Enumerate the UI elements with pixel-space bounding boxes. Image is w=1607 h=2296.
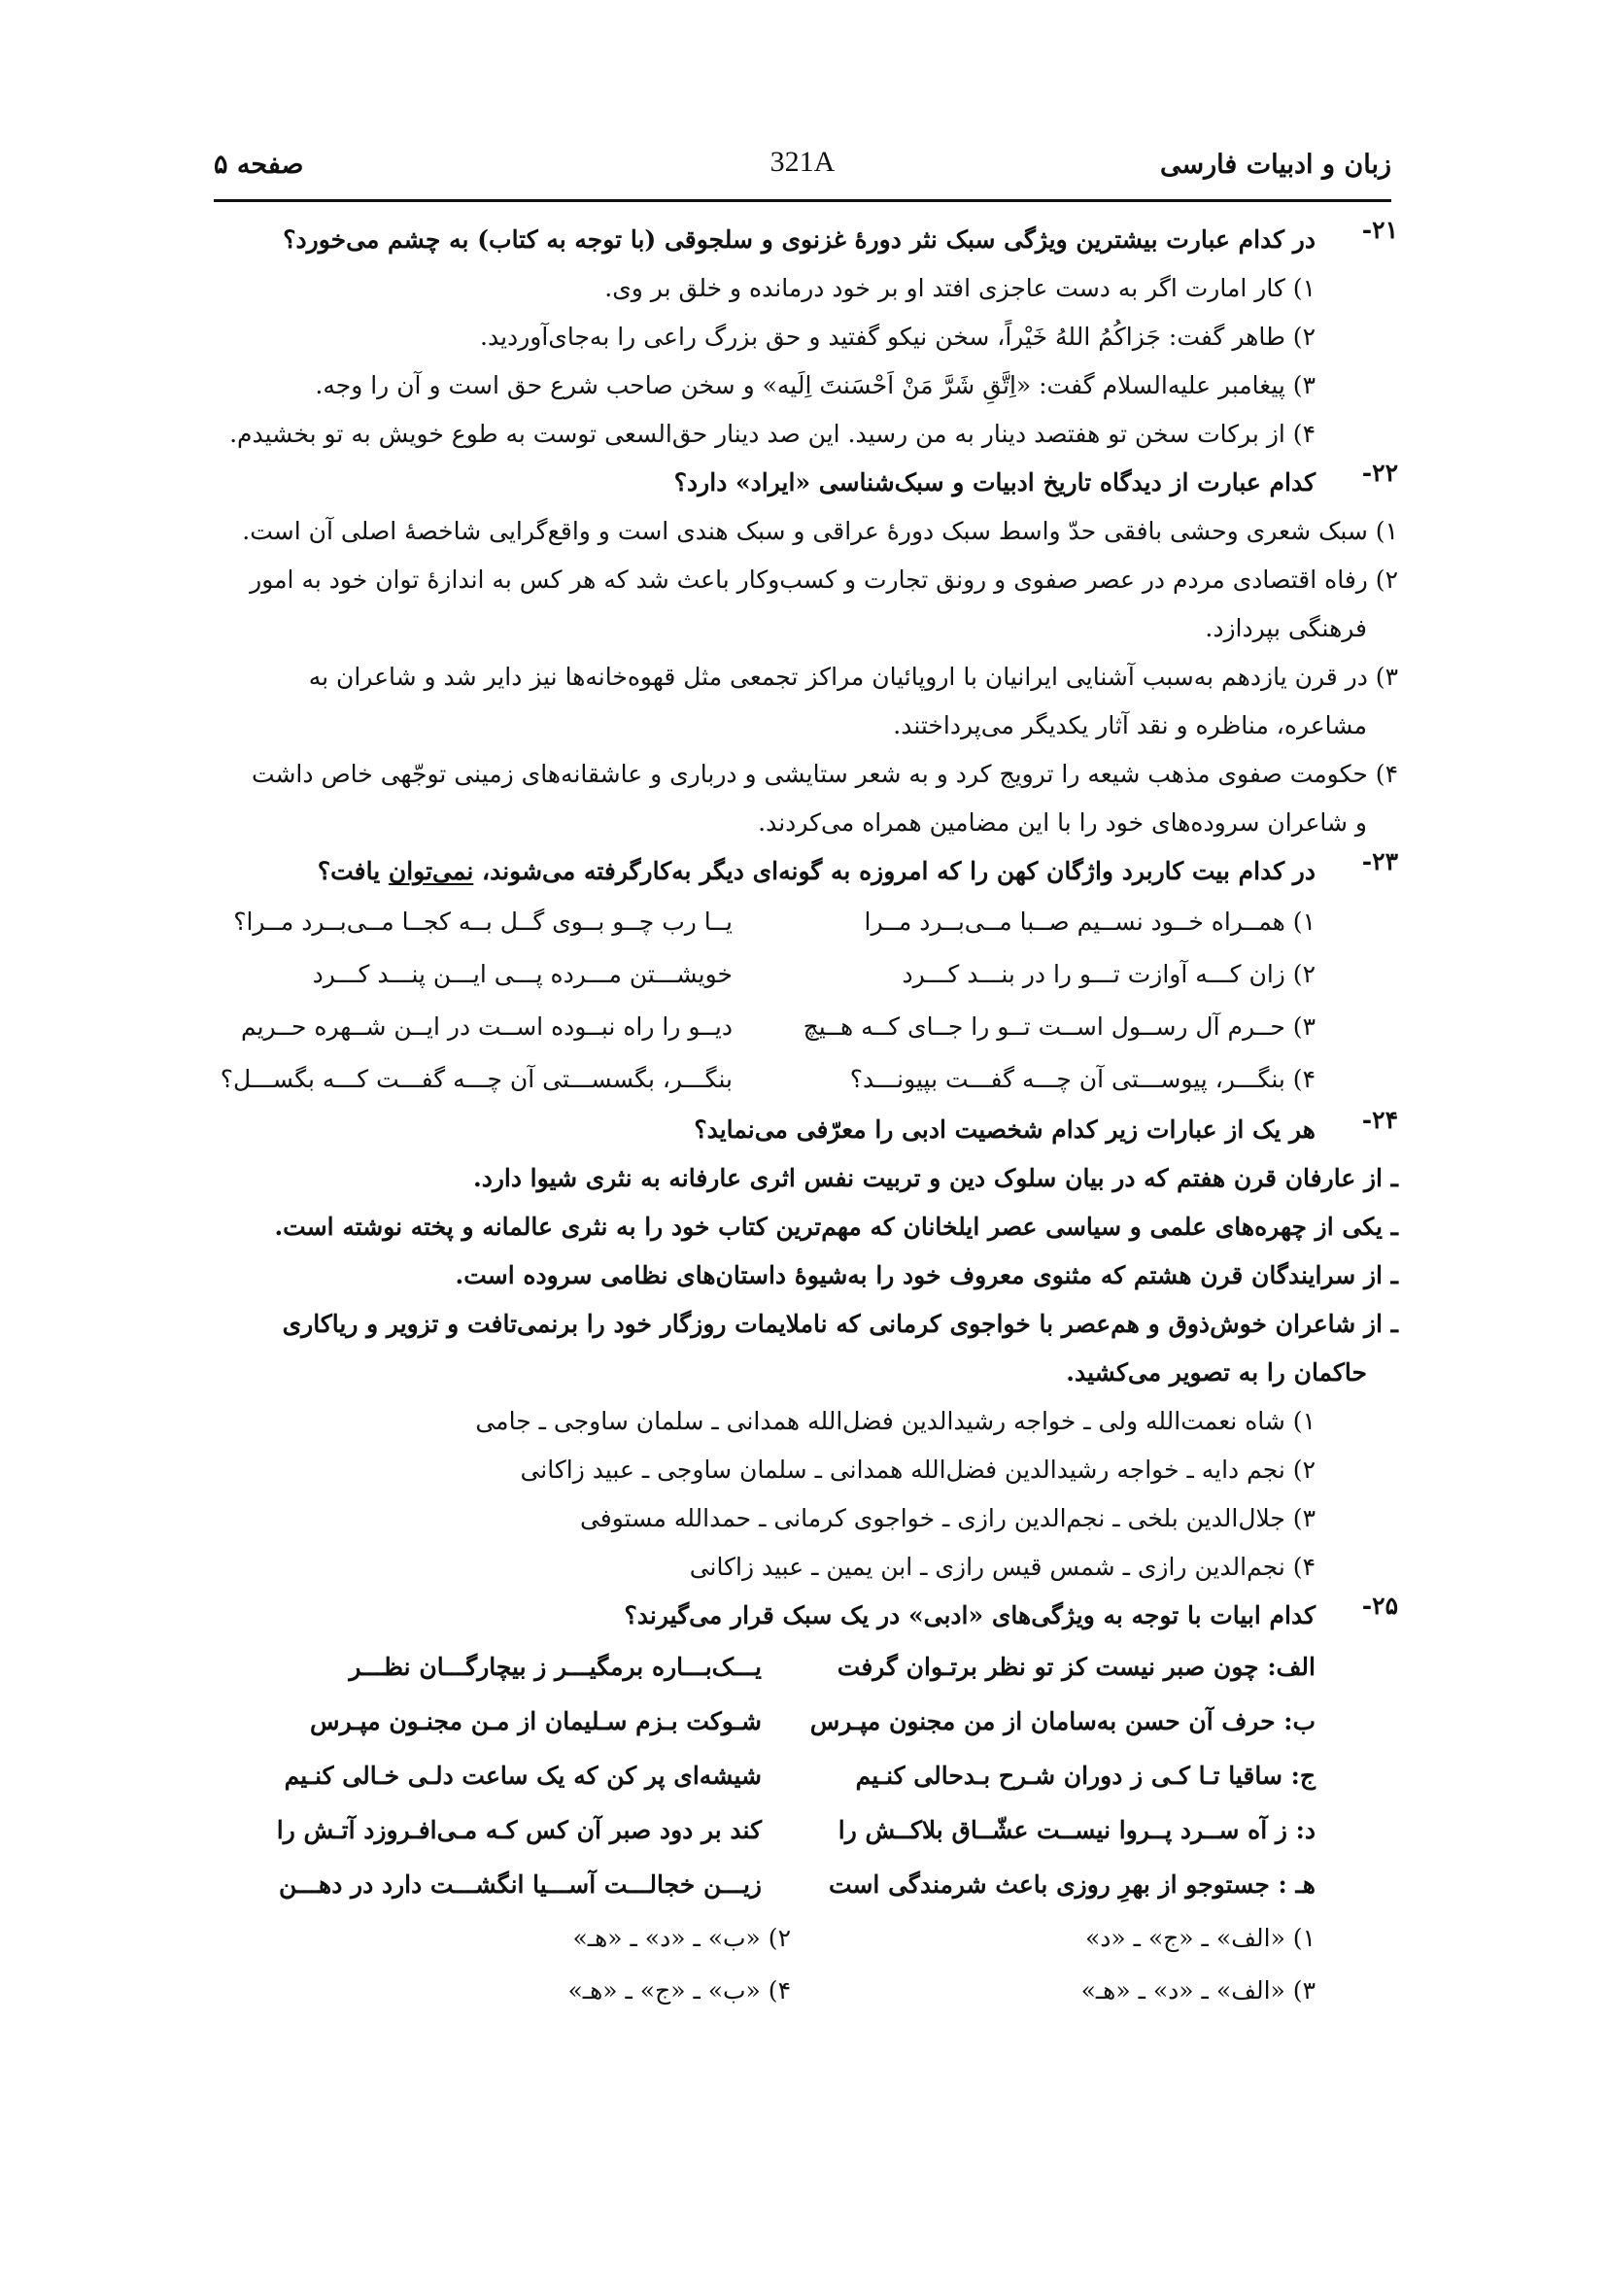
option-2 [209,556,1398,653]
option-1: ۱) کار امارت اگر به دست عاجزی افتد او بر خود درمانده و خلق بر وی. [604,274,1316,302]
option-2: ۲) «ب» ـ «د» ـ «هـ» [572,1924,791,1952]
question-stem: در کدام عبارت بیشترین ویژگی سبک نثر دورهٔ غزنوی و سلجوقی (با توجه به کتاب) به چشم می‌خورد؟ [283,225,1316,254]
option-2-line-2: فرهنگی بپردازد. [1205,614,1367,642]
option-2: ۲) طاهر گفت: جَزاکُمُ اللهُ خَیْراً، سخن نیکو گفتید و حق بزرگ راعی را به‌جای‌آوردید. [480,323,1316,351]
question-number: ۲۵- [1361,1592,1398,1620]
page-number: صفحه ۵ [214,150,304,180]
stem-negation: نمی‌توان [388,857,474,885]
answer-row [209,1965,1316,2017]
questions-body [209,216,1398,2017]
hemistich-2: بنگـــر، بگسســـتی آن چـــه گفـــت کـــه بگســـل؟ [220,1065,733,1093]
question-stem: کدام ابیات با توجه به ویژگی‌های «ادبی» در یک سبک قرار می‌گیرند؟ [624,1601,1316,1629]
page-header [214,146,1391,192]
verse-first-hemistich: الف: چون صبر نیست کز تو نظر برتـوان گرفت [837,1653,1316,1681]
stem-end: یافت؟ [317,857,389,885]
couplet-row [209,1053,1316,1106]
verse-row [209,1640,1398,1695]
hemistich-1: ۴) بنگـــر، پیوســـتی آن چـــه گفـــت بپیونـــد؟ [849,1065,1316,1093]
question-24 [209,1106,1481,1592]
verse-second-hemistich: یـــک‌بـــاره برمگیـــر ز بیچارگـــان نظـــر [349,1653,762,1681]
hemistich-1: ۳) حــرم آل رســول اســت تــو را جــای کــه هــیچ [803,1012,1316,1041]
header-divider [214,199,1391,202]
option-1: ۱) سبک شعری وحشی بافقی حدّ واسط سبک دورهٔ عراقی و سبک هندی است و واقع‌گرایی شاخصهٔ اصلی آن است. [242,517,1398,545]
question-22 [209,459,1481,847]
verse-second-hemistich: کند بر دود صبر آن کس کـه مـی‌افـروزد آتـش را [276,1816,762,1844]
verse-first-hemistich: د: ز آه ســرد پــروا نیســت عشّــاق بلاکــش را [838,1816,1316,1844]
verse-first-hemistich: ج: ساقیا تـا کـی ز دوران شـرح بـدحالی کنـیم [855,1762,1316,1790]
verse-row [209,1749,1398,1803]
option-2: ۲) نجم دایه ـ خواجه رشیدالدین فضل‌الله همدانی ـ سلمان ساوجی ـ عبید زاکانی [520,1456,1316,1484]
option-3: ۳) پیغامبر علیه‌السلام گفت: «اِتَّقِ شَرَّ مَنْ اَحْسَنتَ اِلَیه» و سخن صاحب شرع حق است و آن را وجه. [315,371,1316,399]
question-number: ۲۴- [1361,1106,1398,1134]
option-1: ۱) شاه نعمت‌الله ولی ـ خواجه رشیدالدین فضل‌الله همدانی ـ سلمان ساوجی ـ جامی [475,1407,1316,1435]
hemistich-1: ۲) زان کـــه آوازت تـــو را در بنـــد کـــرد [902,960,1316,988]
option-4-line-2: و شاعران سروده‌های خود را با این مضامین همراه می‌کردند. [758,808,1367,837]
question-stem: کدام عبارت از دیدگاه تاریخ ادبیات و سبک‌شناسی «ایراد» دارد؟ [673,468,1316,497]
verse-first-hemistich: هـ : جستوجو از بهرِ روزی باعث شرمندگی است [828,1870,1316,1899]
option-3 [209,653,1398,750]
q25-answer-options [209,1912,1398,2017]
couplet-row [209,948,1316,1001]
option-4: ۴) از برکات سخن تو هفتصد دینار به من رسید. این صد دینار حق‌السعی توست به طوع خویش به تو بخشیدم. [229,420,1316,448]
stem-text: در کدام بیت کاربرد واژگان کهن را که امروزه به گونه‌ای دیگر به‌کارگرفته می‌شوند، [473,857,1316,885]
clue-2: ـ یکی از چهره‌های علمی و سیاسی عصر ایلخانان که مهم‌ترین کتاب خود را به نثری عالمانه و پخته نوشته است. [274,1213,1398,1241]
hemistich-2: دیــو را راه نبــوده اســت در ایــن شــهره حــریم [240,1012,733,1041]
verse-row [209,1858,1398,1912]
question-stem: هر یک از عبارات زیر کدام شخصیت ادبی را معرّفی می‌نماید؟ [694,1115,1316,1144]
verse-first-hemistich: ب: حرف آن حسن به‌سامان از من مجنون مپـرس [809,1707,1316,1735]
clue-4: ـ از شاعران خوش‌ذوق و هم‌عصر با خواجوی کرمانی که ناملایمات روزگار خود را برنمی‌تافت و تزویر و ریاکاری [282,1310,1398,1338]
option-4 [209,750,1398,847]
answer-row [209,1912,1316,1965]
question-number: ۲۱- [1361,216,1398,244]
option-3: ۳) جلال‌الدین بلخی ـ نجم‌الدین رازی ـ خواجوی کرمانی ـ حمدالله مستوفی [579,1504,1316,1532]
couplet-options [209,896,1316,1106]
verse-second-hemistich: شـوکت بـزم سـلیمان از مـن مجنـون مپـرس [310,1707,762,1735]
verse-second-hemistich: شیشه‌ای پر کن که یک ساعت دلـی خـالی کنـیم [284,1762,762,1790]
hemistich-2: یــا رب چــو بــوی گــل بــه کجــا مــی‌بــرد مــرا؟ [233,908,733,936]
couplet-row [209,1001,1316,1053]
question-25 [209,1592,1398,1640]
clue-4-continued: حاکمان را به تصویر می‌کشید. [1066,1358,1367,1387]
booklet-code: 321A [769,146,836,178]
answer-options [209,1397,1398,1592]
couplet-row [209,896,1316,948]
option-3-line-1: ۳) در قرن یازدهم به‌سبب آشنایی ایرانیان با اروپائیان مراکز تجمعی مثل قهوه‌خانه‌ها نیز دایر شد و شاعران به [308,663,1398,691]
option-3-line-2: مشاعره، مناظره و نقد آثار یکدیگر می‌پرداختند. [893,711,1367,739]
clue-3: ـ از سرایندگان قرن هشتم که مثنوی معروف خود را به‌شیوهٔ داستان‌های نظامی سروده است. [455,1261,1398,1289]
question-number: ۲۲- [1361,459,1398,487]
verse-list [209,1640,1398,1912]
verse-row [209,1695,1398,1749]
option-4-line-1: ۴) حکومت صفوی مذهب شیعه را ترویج کرد و به شعر ستایشی و درباری و عاشقانه‌های زمینی توجّهی خاص داشت [251,760,1398,788]
subject-title: زبان و ادبیات فارسی [1160,150,1391,180]
option-3: ۳) «الف» ـ «د» ـ «هـ» [1080,1976,1316,2005]
option-2-line-1: ۲) رفاه اقتصادی مردم در عصر صفوی و رونق تجارت و کسب‌وکار باعث شد که هر کس به اندازهٔ توان خود به امور [250,565,1398,594]
clue-1: ـ از عارفان قرن هفتم که در بیان سلوک دین و تربیت نفس اثری عارفانه به نثری شیوا دارد. [472,1164,1398,1192]
hemistich-2: خویشـــتن مـــرده پـــی ایـــن پنـــد کـــرد [312,960,733,988]
question-number: ۲۳- [1361,847,1398,875]
question-stem [209,847,1316,896]
question-21 [209,216,1398,459]
option-1: ۱) «الف» ـ «ج» ـ «د» [1084,1924,1316,1952]
option-4: ۴) «ب» ـ «ج» ـ «هـ» [567,1976,791,2005]
verse-second-hemistich: زیـــن خجالـــت آســـیا انگشـــت دارد در دهـــن [279,1870,762,1899]
question-23 [209,847,1398,1106]
verse-row [209,1803,1398,1858]
option-4: ۴) نجم‌الدین رازی ـ شمس قیس رازی ـ ابن یمین ـ عبید زاکانی [689,1553,1316,1581]
hemistich-1: ۱) همــراه خــود نســیم صــبا مــی‌بــرد مــرا [864,908,1316,936]
